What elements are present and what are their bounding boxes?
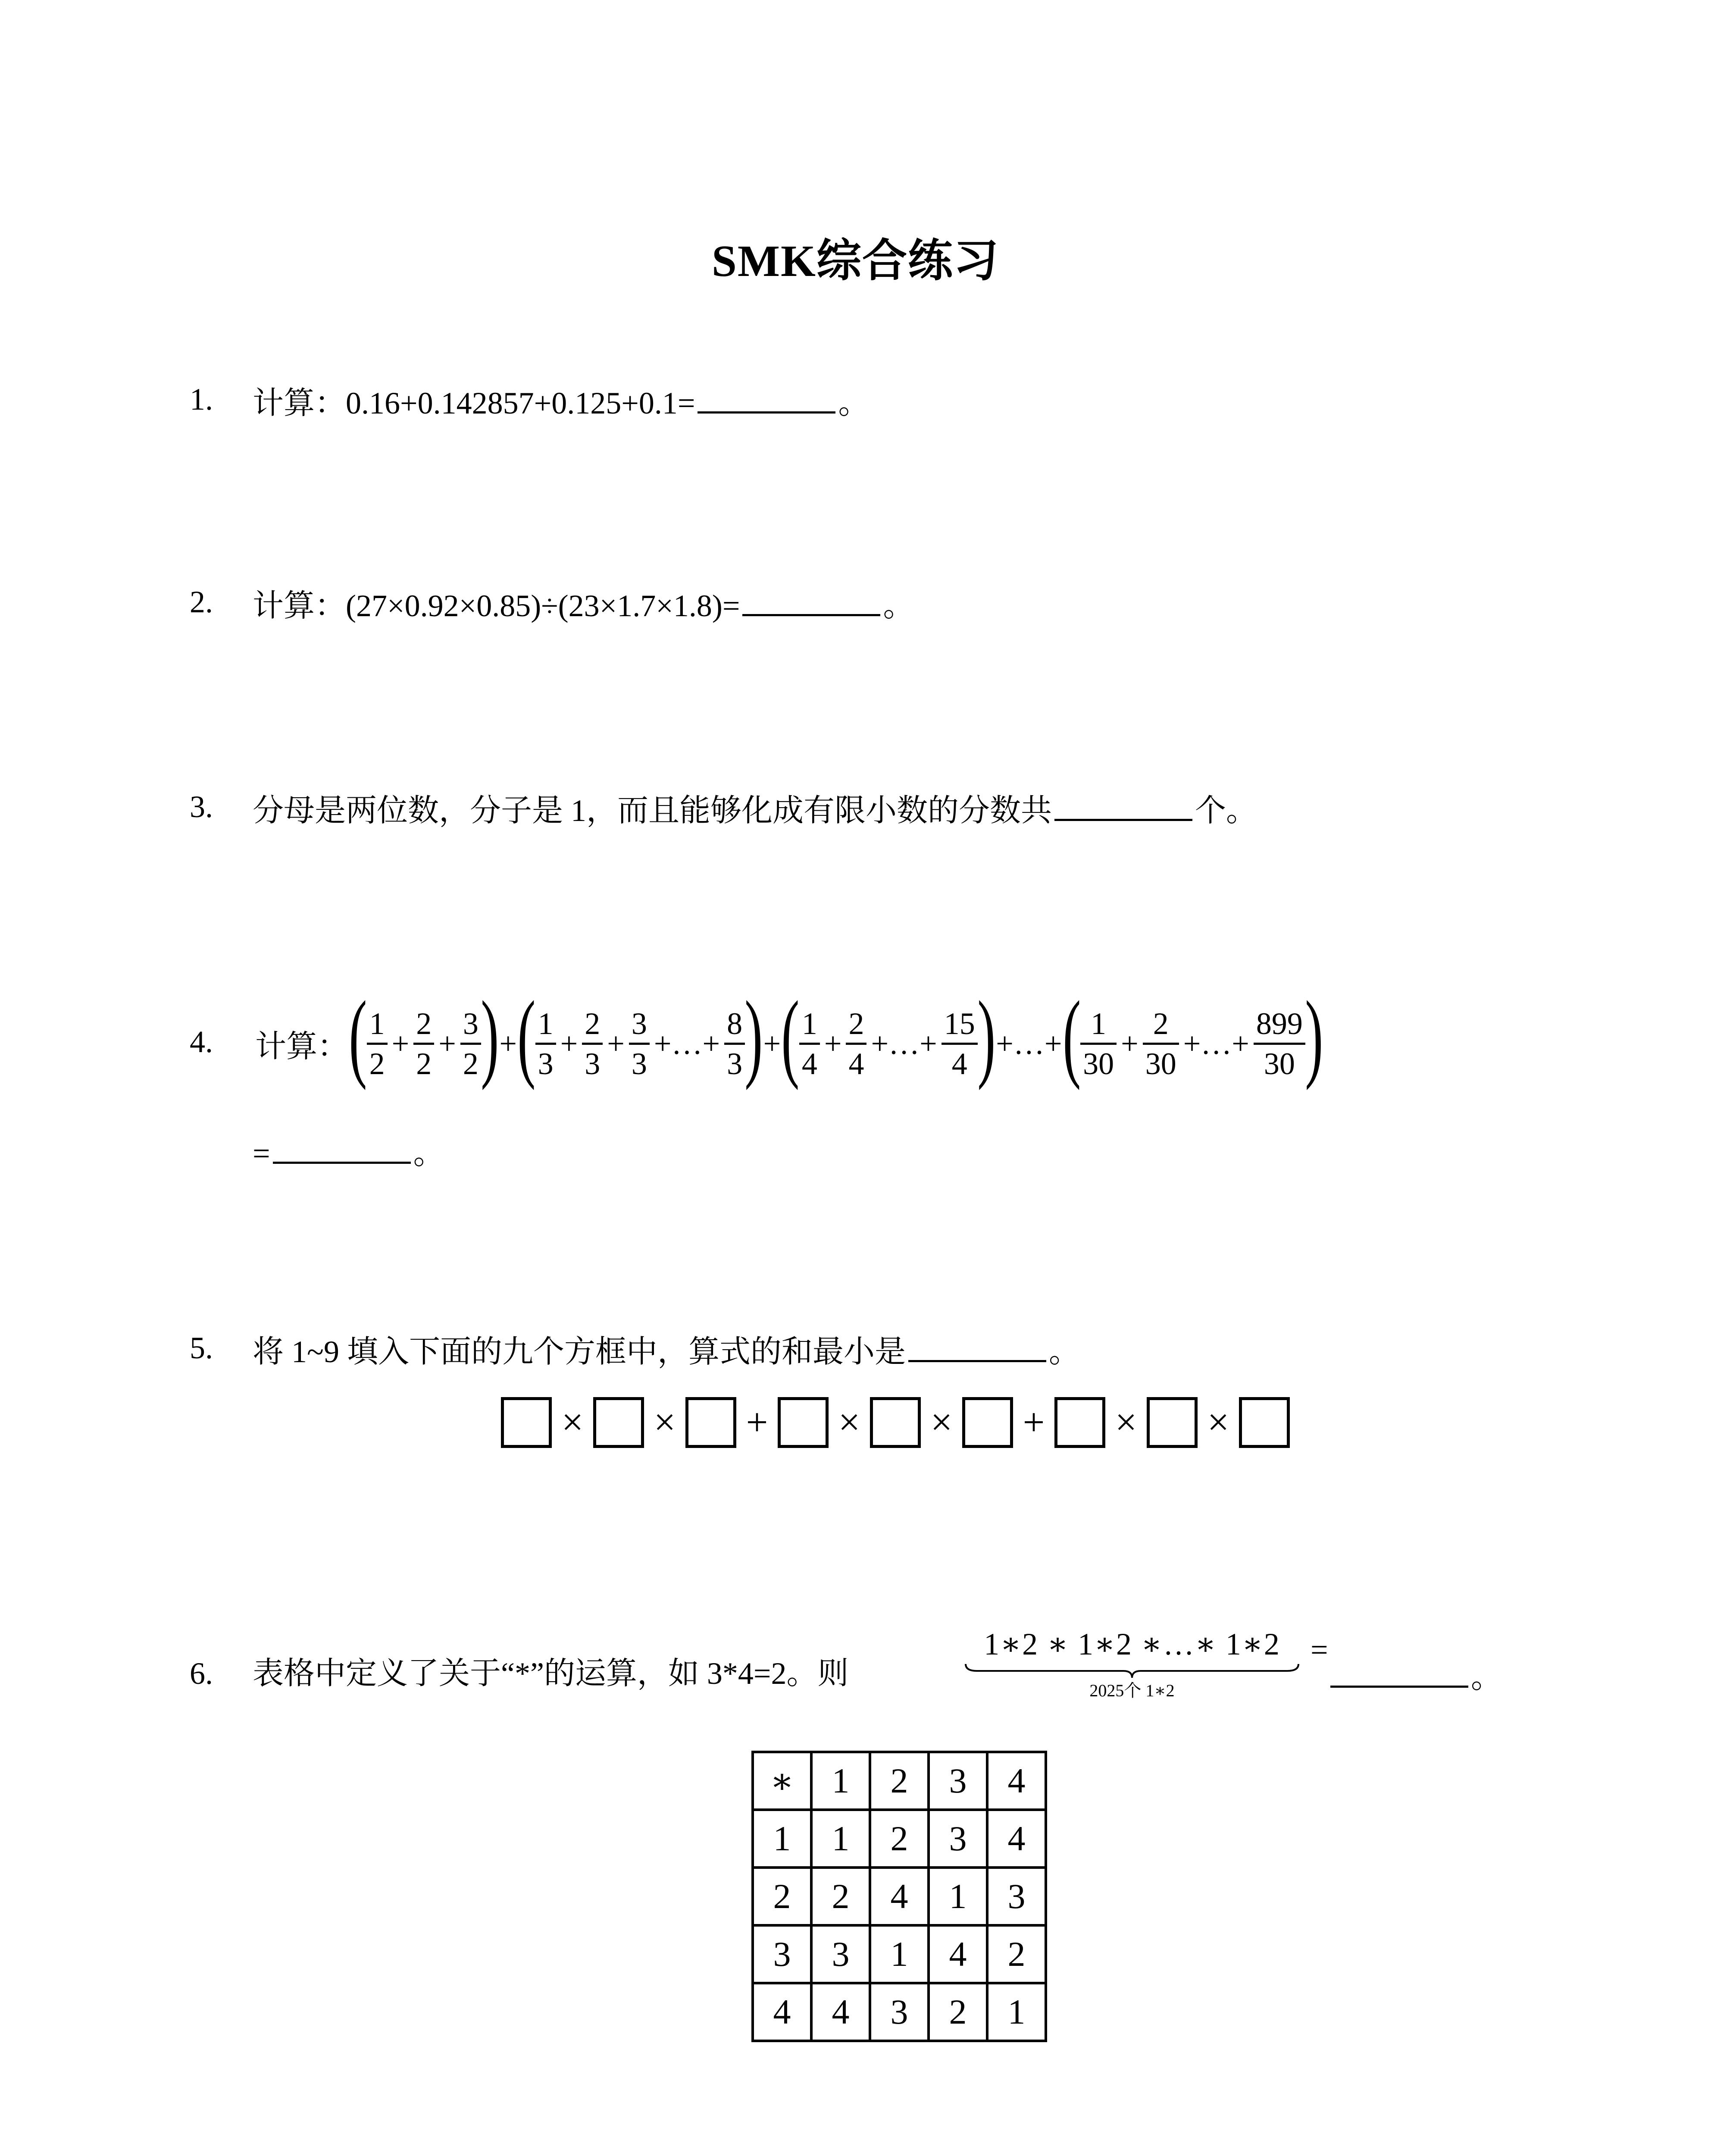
times-sign: ×	[838, 1401, 860, 1444]
q4-ellipsis: +…+	[996, 1026, 1062, 1061]
table-cell: 1	[811, 1810, 870, 1868]
q4-fraction: $\frac{1}{3}$	[535, 1008, 556, 1079]
q4-group1-close-paren: )	[481, 981, 499, 1091]
q4-plus: +	[438, 1026, 456, 1061]
table-row	[753, 1868, 1046, 1925]
q6-underbrace-group	[964, 1626, 1300, 1699]
q4-fraction: $\frac{2}{30}$	[1143, 1008, 1179, 1079]
q5-box[interactable]	[1054, 1397, 1105, 1448]
q4-fraction: $\frac{899}{30}$	[1254, 1008, 1305, 1079]
times-sign: ×	[561, 1401, 584, 1444]
q6-answer-line	[1328, 1658, 1502, 1693]
table-cell: 4	[987, 1752, 1046, 1810]
table-cell: 4	[811, 1983, 870, 2041]
q4-plus: +	[560, 1026, 578, 1061]
q1-answer-blank[interactable]	[698, 384, 835, 414]
q3-number: 3.	[190, 790, 213, 824]
table-cell: 3	[811, 1925, 870, 1983]
times-sign: ×	[1115, 1401, 1137, 1444]
plus-sign: +	[1023, 1401, 1045, 1444]
q4-plus: +	[391, 1026, 410, 1061]
q4-group2-open-paren: (	[517, 981, 536, 1091]
q4-plus: +	[824, 1026, 842, 1061]
q4-fraction: $\frac{15}{4}$	[942, 1008, 978, 1079]
q4-answer-blank[interactable]	[273, 1134, 411, 1164]
q5-box[interactable]	[501, 1397, 552, 1448]
q6-brace-expr: 1∗2 ∗ 1∗2 ∗…∗ 1∗2	[984, 1627, 1280, 1661]
table-cell: 3	[929, 1810, 987, 1868]
q6-brace-label: 2025个 1∗2	[1089, 1681, 1175, 1700]
q5-box[interactable]	[685, 1397, 736, 1448]
times-sign: ×	[930, 1401, 953, 1444]
q4-fraction: $\frac{1}{4}$	[799, 1008, 820, 1079]
q2-number: 2.	[190, 585, 213, 619]
q2-text: 计算：(27×0.92×0.85)÷(23×1.7×1.8)=	[253, 589, 740, 623]
table-cell: 3	[987, 1868, 1046, 1925]
table-cell: 2	[870, 1752, 929, 1810]
table-row	[753, 1810, 1046, 1868]
table-cell: ∗	[753, 1752, 811, 1810]
q6-equals: =	[1311, 1633, 1328, 1667]
q4-tail: 。	[413, 1136, 444, 1171]
q4-plus: +	[607, 1026, 625, 1061]
q4-fraction: $\frac{1}{30}$	[1080, 1008, 1117, 1079]
q4-group1-open-paren: (	[349, 981, 367, 1091]
q4-group4-close-paren: )	[1305, 981, 1323, 1091]
q5-answer-blank[interactable]	[908, 1332, 1046, 1362]
q5-box[interactable]	[962, 1397, 1013, 1448]
table-cell: 3	[753, 1925, 811, 1983]
table-cell: 4	[870, 1868, 929, 1925]
q4-group3-open-paren: (	[781, 981, 800, 1091]
table-cell: 2	[870, 1810, 929, 1868]
q2-answer-blank[interactable]	[742, 586, 880, 616]
table-row	[753, 1925, 1046, 1983]
q4-equals: =	[253, 1136, 270, 1171]
table-cell: 1	[870, 1925, 929, 1983]
times-sign: ×	[654, 1401, 676, 1444]
underbrace-icon	[964, 1662, 1300, 1680]
q4-fraction: $\frac{1}{2}$	[367, 1008, 388, 1079]
table-cell: 3	[870, 1983, 929, 2041]
q2-text-line	[253, 586, 914, 621]
plus-sign: +	[746, 1401, 768, 1444]
q1-number: 1.	[190, 382, 213, 417]
q5-box[interactable]	[1239, 1397, 1290, 1448]
q5-tail: 。	[1048, 1335, 1080, 1369]
q4-plus: +	[1121, 1026, 1139, 1061]
q4-ellipsis: +…+	[654, 1026, 720, 1061]
table-cell: 1	[987, 1983, 1046, 2041]
q3-text-line	[253, 791, 1257, 826]
q6-text: 表格中定义了关于“*”的运算，如 3*4=2。则	[253, 1656, 849, 1691]
q4-plus: +	[763, 1026, 781, 1061]
q4-group4-open-paren: (	[1062, 981, 1081, 1091]
operation-table	[751, 1751, 1047, 2042]
table-cell: 4	[929, 1925, 987, 1983]
q6-answer-blank[interactable]	[1330, 1658, 1468, 1688]
table-cell: 2	[987, 1925, 1046, 1983]
table-cell: 1	[811, 1752, 870, 1810]
q2-tail: 。	[883, 589, 914, 623]
table-cell: 4	[753, 1983, 811, 2041]
table-cell: 1	[929, 1868, 987, 1925]
q4-number: 4.	[190, 1025, 213, 1059]
q4-fraction: $\frac{2}{4}$	[846, 1008, 866, 1079]
q4-fraction: $\frac{2}{3}$	[582, 1008, 603, 1079]
q4-expression	[253, 981, 1323, 1095]
q4-fraction: $\frac{3}{3}$	[629, 1008, 650, 1079]
q4-group3-close-paren: )	[977, 981, 996, 1091]
q6-tail: 。	[1471, 1660, 1502, 1695]
q5-box[interactable]	[778, 1397, 829, 1448]
q5-text: 将 1~9 填入下面的九个方框中，算式的和最小是	[253, 1335, 906, 1369]
q4-prefix: 计算：	[255, 1029, 349, 1064]
table-cell: 2	[753, 1868, 811, 1925]
table-cell: 1	[753, 1810, 811, 1868]
q6-brace-expression	[964, 1626, 1300, 1699]
page-title: SMK综合练习	[712, 236, 999, 286]
q4-fraction: $\frac{8}{3}$	[724, 1008, 745, 1079]
q1-text-line	[253, 384, 869, 419]
table-cell: 2	[929, 1983, 987, 2041]
q4-ellipsis: +…+	[871, 1026, 937, 1061]
times-sign: ×	[1207, 1401, 1229, 1444]
q5-number: 5.	[190, 1331, 213, 1365]
q5-box[interactable]	[870, 1397, 921, 1448]
q6-operation-table-wrap	[751, 1751, 1047, 2042]
q4-plus: +	[499, 1026, 517, 1061]
q4-fraction: $\frac{3}{2}$	[460, 1008, 481, 1079]
q1-text: 计算：0.16+0.142857+0.125+0.1=	[253, 386, 695, 420]
q5-text-line	[253, 1332, 1080, 1367]
q3-tail: 个。	[1195, 793, 1257, 828]
q6-number: 6.	[190, 1656, 213, 1691]
q5-box[interactable]	[593, 1397, 644, 1448]
table-row	[753, 1983, 1046, 2041]
q5-box-equation	[501, 1397, 1290, 1448]
table-row	[753, 1752, 1046, 1810]
table-cell: 2	[811, 1868, 870, 1925]
table-cell: 3	[929, 1752, 987, 1810]
q4-fraction: $\frac{2}{2}$	[413, 1008, 434, 1079]
q1-tail: 。	[838, 386, 870, 420]
q3-text: 分母是两位数，分子是 1，而且能够化成有限小数的分数共	[253, 793, 1052, 828]
q3-answer-blank[interactable]	[1054, 791, 1192, 821]
q4-answer-line	[253, 1134, 444, 1169]
q4-group2-close-paren: )	[744, 981, 763, 1091]
q5-box[interactable]	[1147, 1397, 1198, 1448]
table-cell: 4	[987, 1810, 1046, 1868]
q4-ellipsis: +…+	[1183, 1026, 1249, 1061]
